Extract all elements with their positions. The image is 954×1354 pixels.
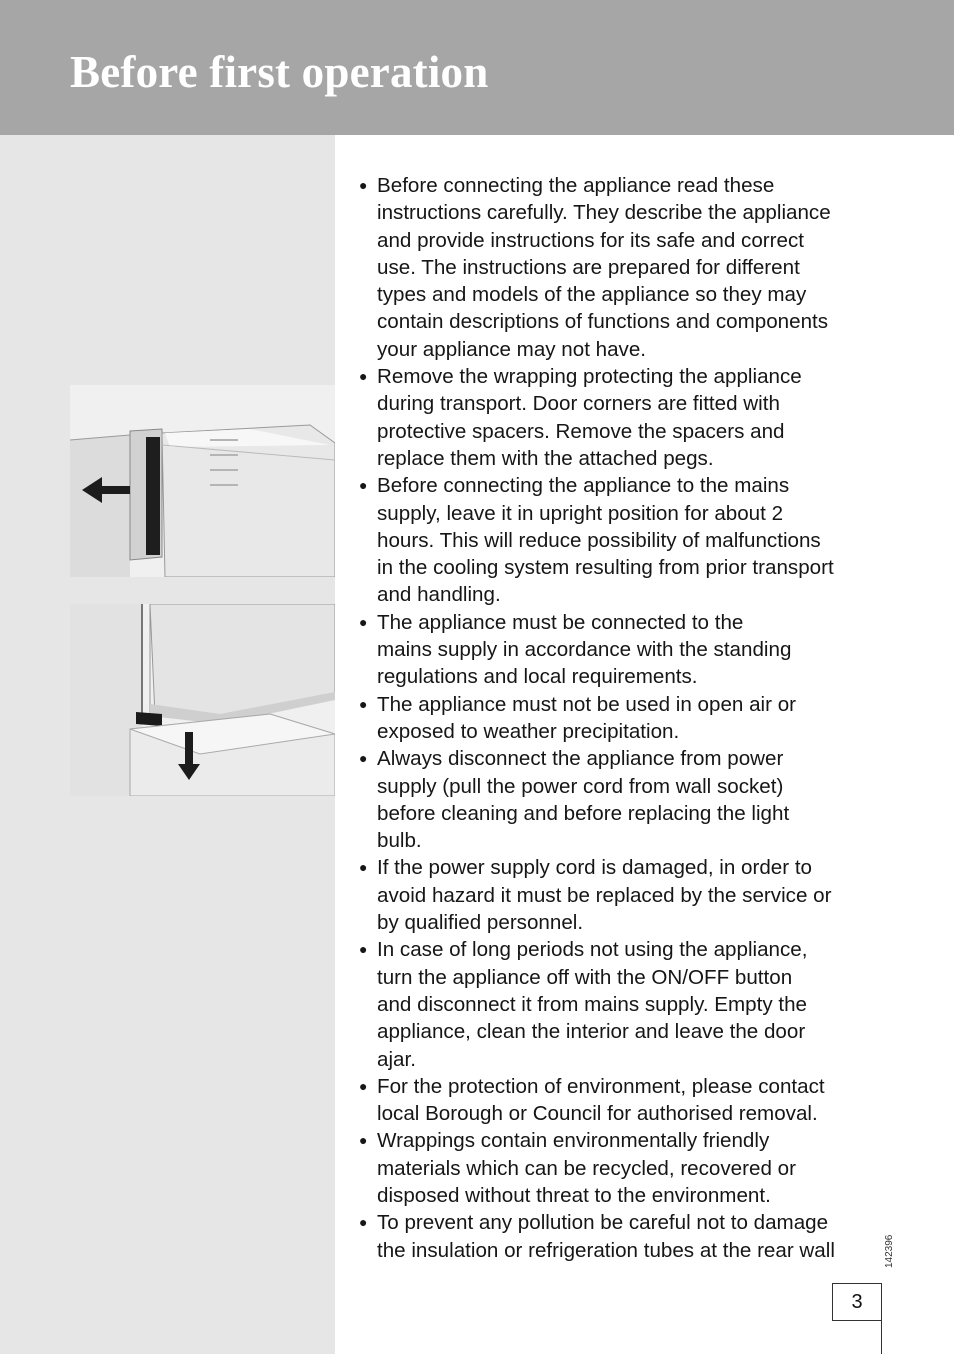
bullet-icon: ● <box>359 941 368 958</box>
list-item-text: The appliance must be connected to the mains supply in accordance with the standing regulations and local requirements. <box>377 610 792 689</box>
bullet-icon: ● <box>359 1214 368 1231</box>
list-item-text: Before connecting the appliance read these instructions carefully. They describe the appliance and provide instructions for its safe and correct use. The instructions are prepared for different types and models of the appliance so they may contain descriptions of functions and components your appliance may not have. <box>377 174 831 361</box>
list-item <box>357 172 897 363</box>
list-item <box>357 609 897 691</box>
page-title: Before first operation <box>70 47 489 97</box>
list-item-text: To prevent any pollution be careful not to damage the insulation or refrigeration tubes at the rear wall <box>377 1211 835 1262</box>
list-item <box>357 745 897 854</box>
peg-insert-arrow-down-icon <box>70 604 335 796</box>
bullet-icon: ● <box>359 1132 368 1149</box>
list-item <box>357 1073 897 1128</box>
bullet-icon: ● <box>359 477 368 494</box>
list-item <box>357 854 897 936</box>
bullet-icon: ● <box>359 750 368 767</box>
list-item <box>357 363 897 472</box>
list-item-text: For the protection of environment, please contact local Borough or Council for authorised removal. <box>377 1074 825 1126</box>
list-item-text: Remove the wrapping protecting the appliance during transport. Door corners are fitted with protective spacers. Remove the spacers and replace them with the attached pegs. <box>377 365 802 470</box>
document-code: 142396 <box>884 1234 895 1268</box>
bullet-icon: ● <box>359 613 368 630</box>
peg-insertion-illustration <box>70 604 335 796</box>
list-item-text: Wrappings contain environmentally friendly materials which can be recycled, recovered or disposed without threat to the environment. <box>377 1129 796 1207</box>
list-item-text: In case of long periods not using the appliance, turn the appliance off with the ON/OFF button and disconnect it from mains supply. Empty the appliance, clean the interior and leave the door ajar. <box>377 938 808 1071</box>
list-item-text: Always disconnect the appliance from power supply (pull the power cord from wall socket) before cleaning and before replacing the light bulb. <box>377 747 790 853</box>
instructions-content <box>357 172 897 1264</box>
page-header <box>0 0 954 135</box>
bullet-icon: ● <box>359 1077 368 1094</box>
bullet-icon: ● <box>359 177 368 193</box>
list-item <box>357 936 897 1072</box>
page-number-rule <box>881 1321 882 1354</box>
bullet-icon: ● <box>359 368 368 385</box>
instruction-list <box>357 172 897 1264</box>
list-item <box>357 691 897 746</box>
bullet-icon: ● <box>359 695 368 712</box>
list-item <box>357 1209 897 1264</box>
list-item <box>357 1127 897 1209</box>
list-item-text: If the power supply cord is damaged, in order to avoid hazard it must be replaced by the service or by qualified personnel. <box>377 856 832 935</box>
list-item <box>357 472 897 608</box>
door-spacer-illustration <box>70 385 335 577</box>
bullet-icon: ● <box>359 859 368 876</box>
page-number: 3 <box>832 1283 882 1321</box>
list-item-text: Before connecting the appliance to the mains supply, leave it in upright position for about 2 hours. This will reduce possibility of malfunctions in the cooling system resulting from prior transport and handling. <box>377 474 834 607</box>
door-remove-arrow-left-icon <box>70 385 335 577</box>
list-item-text: The appliance must not be used in open air or exposed to weather precipitation. <box>377 692 797 743</box>
